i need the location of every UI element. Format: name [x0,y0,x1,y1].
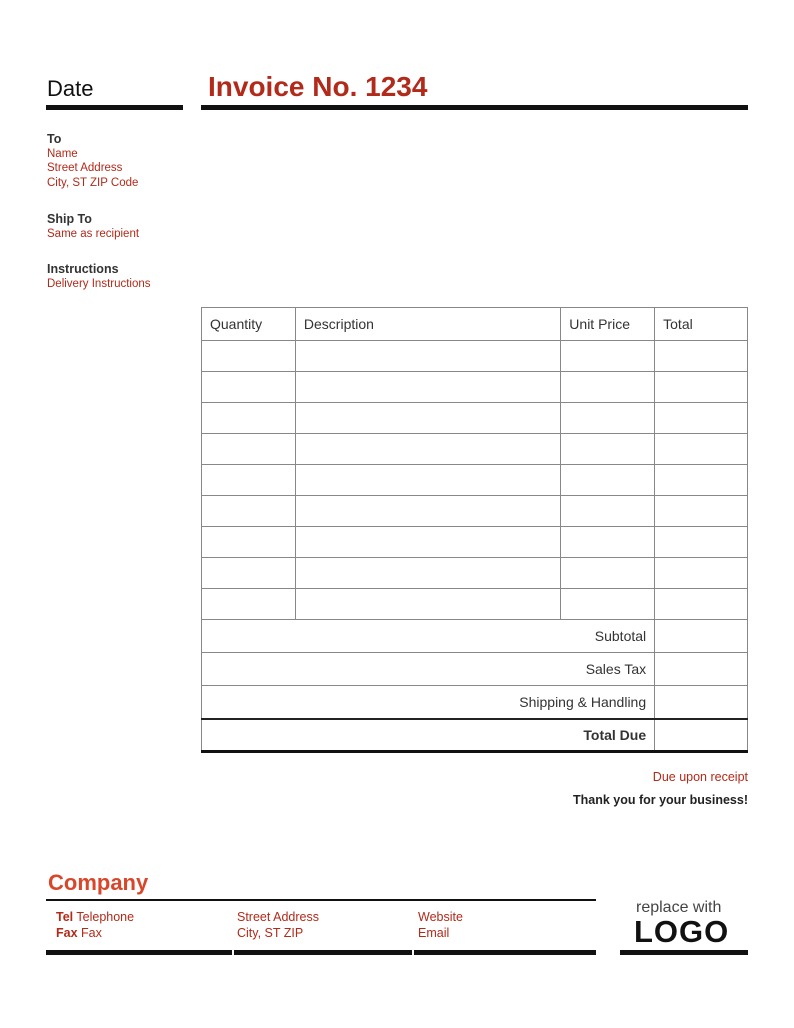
total-due-label: Total Due [202,719,655,752]
table-row [202,496,748,527]
instructions-block [47,262,151,291]
logo-text: LOGO [634,914,730,949]
table-row [202,465,748,496]
quantity-cell[interactable] [202,465,296,496]
instructions-value: Delivery Instructions [47,277,151,290]
thanks-note: Thank you for your business! [572,793,748,807]
company-rule [46,899,596,901]
total-cell[interactable] [655,496,748,527]
total-cell[interactable] [655,341,748,372]
total-due-value-cell[interactable] [655,719,748,752]
description-cell[interactable] [295,403,560,434]
table-row [202,372,748,403]
table-row [202,434,748,465]
column-header-description: Description [295,308,560,341]
company-name: Company [48,870,149,895]
logo-replace-text: replace with [636,899,722,916]
table-row [202,589,748,620]
column-header-unit-price: Unit Price [561,308,655,341]
due-note: Due upon receipt [652,770,748,784]
shipping-label: Shipping & Handling [202,686,655,719]
total-cell[interactable] [655,527,748,558]
quantity-cell[interactable] [202,558,296,589]
to-city: City, ST ZIP Code [47,176,139,189]
unit-price-cell[interactable] [561,496,655,527]
tel-label: Tel [56,910,74,924]
to-heading: To [47,132,62,146]
table-row [202,527,748,558]
table-row [202,558,748,589]
footer-website: Website [418,910,463,924]
subtotal-label: Subtotal [202,620,655,653]
unit-price-cell[interactable] [561,465,655,496]
total-cell[interactable] [655,403,748,434]
quantity-cell[interactable] [202,496,296,527]
total-cell[interactable] [655,434,748,465]
ship-to-heading: Ship To [47,212,92,226]
unit-price-cell[interactable] [561,558,655,589]
unit-price-cell[interactable] [561,589,655,620]
invoice-rule [201,105,748,110]
fax-line [56,926,134,942]
footer-bottom-rule-1 [46,950,232,955]
quantity-cell[interactable] [202,527,296,558]
sales-tax-label: Sales Tax [202,653,655,686]
description-cell[interactable] [295,589,560,620]
unit-price-cell[interactable] [561,372,655,403]
logo-placeholder [620,897,748,957]
description-cell[interactable] [295,434,560,465]
unit-price-cell[interactable] [561,403,655,434]
sales-tax-row [202,653,748,686]
total-cell[interactable] [655,558,748,589]
footer-email: Email [418,925,450,940]
description-cell[interactable] [295,496,560,527]
tel-line [56,910,134,926]
footer-contact [56,910,134,941]
logo-rule [620,950,748,955]
column-header-quantity: Quantity [202,308,296,341]
total-cell[interactable] [655,372,748,403]
to-name: Name [47,147,78,160]
fax-label: Fax [56,925,78,940]
unit-price-cell[interactable] [561,527,655,558]
description-cell[interactable] [295,527,560,558]
footer-web [418,910,463,941]
total-cell[interactable] [655,465,748,496]
to-block [47,132,138,190]
invoice-title: Invoice No. 1234 [208,71,428,102]
table-row [202,403,748,434]
fax-value: Fax [81,925,102,940]
sales-tax-value-cell[interactable] [655,653,748,686]
quantity-cell[interactable] [202,589,296,620]
footer-bottom-rule-2 [234,950,412,955]
shipping-row [202,686,748,719]
total-cell[interactable] [655,589,748,620]
subtotal-value-cell[interactable] [655,620,748,653]
total-due-row [202,719,748,752]
date-label: Date [47,76,94,101]
table-header-row [202,308,748,341]
ship-to-value: Same as recipient [47,227,140,240]
to-street: Street Address [47,162,123,174]
quantity-cell[interactable] [202,434,296,465]
quantity-cell[interactable] [202,372,296,403]
quantity-cell[interactable] [202,403,296,434]
description-cell[interactable] [295,465,560,496]
description-cell[interactable] [295,372,560,403]
shipping-value-cell[interactable] [655,686,748,719]
footer-city: City, ST ZIP [237,925,304,940]
ship-to-block [47,212,139,241]
unit-price-cell[interactable] [561,434,655,465]
footer-street: Street Address [237,910,319,924]
invoice-items-table [201,307,748,753]
date-rule [46,105,183,110]
instructions-heading: Instructions [47,262,119,276]
description-cell[interactable] [295,341,560,372]
description-cell[interactable] [295,558,560,589]
unit-price-cell[interactable] [561,341,655,372]
table-row [202,341,748,372]
column-header-total: Total [655,308,748,341]
quantity-cell[interactable] [202,341,296,372]
subtotal-row [202,620,748,653]
footer-address [237,910,319,941]
footer-bottom-rule-3 [414,950,596,955]
tel-value: Telephone [76,910,135,924]
